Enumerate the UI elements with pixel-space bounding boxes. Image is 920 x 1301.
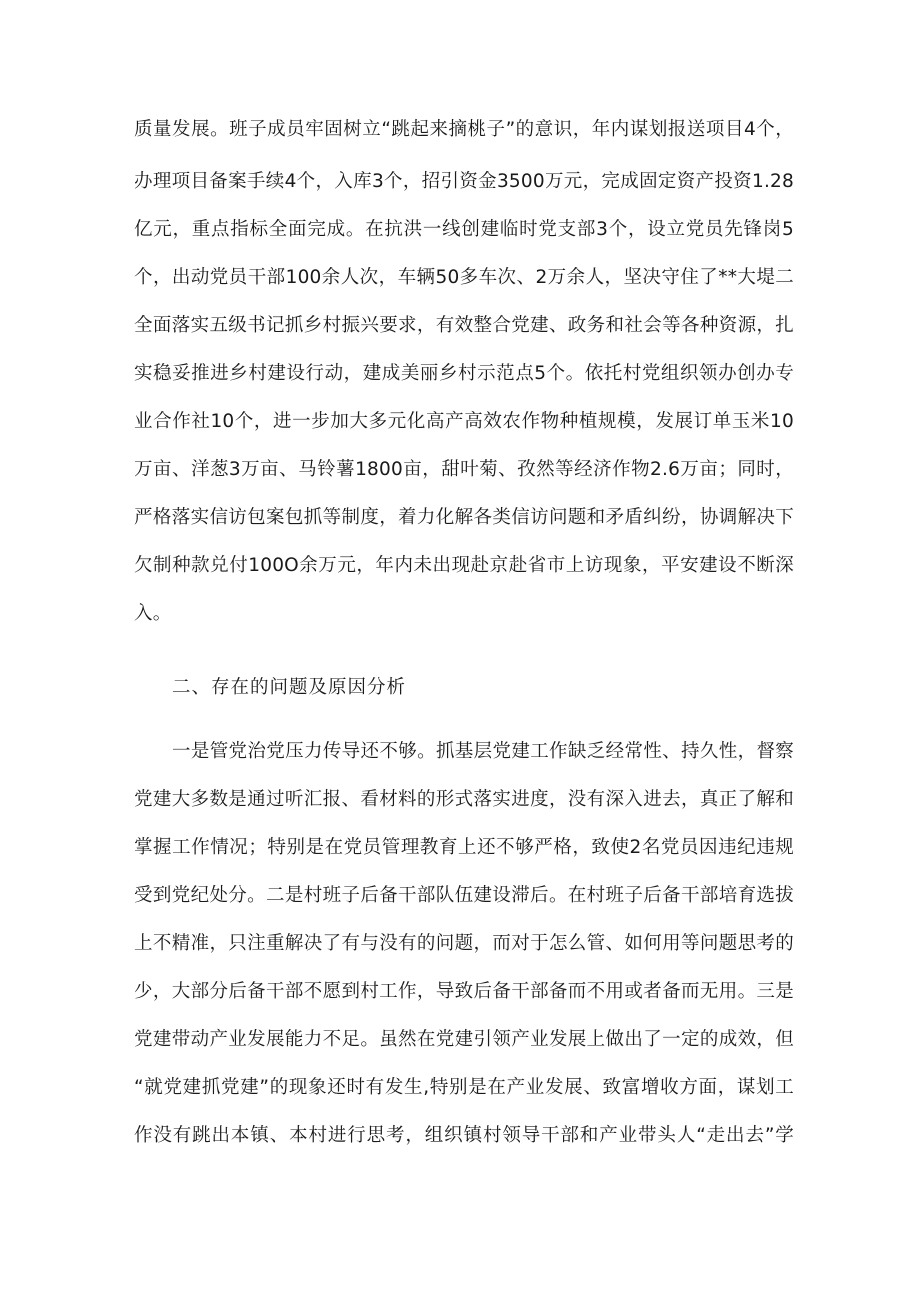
text-line: 少，大部分后备干部不愿到村工作，导致后备干部备而不用或者备而无用。三是 bbox=[134, 981, 794, 1002]
text-line: 作没有跳出本镇、本村进行思考，组织镇村领导干部和产业带头人“走出去”学 bbox=[134, 1125, 794, 1146]
text-line: 欠制种款兑付100O余万元，年内未出现赴京赴省市上访现象，平安建设不断深 bbox=[134, 555, 794, 576]
text-line: “就党建抓党建”的现象还时有发生,特别是在产业发展、致富增收方面，谋划工 bbox=[134, 1077, 794, 1098]
text-line: 实稳妥推进乡村建设行动，建成美丽乡村示范点5个。依托村党组织领办创办专 bbox=[134, 363, 794, 384]
text-line: 受到党纪处分。二是村班子后备干部队伍建设滞后。在村班子后备干部培育选拔 bbox=[134, 885, 794, 906]
text-line: 全面落实五级书记抓乡村振兴要求，有效整合党建、政务和社会等各种资源，扎 bbox=[134, 315, 794, 336]
text-line: 掌握工作情况；特别是在党员管理教育上还不够严格，致使2名党员因违纪违规 bbox=[134, 837, 794, 858]
text-line: 亿元，重点指标全面完成。在抗洪一线创建临时党支部3个，设立党员先锋岗5 bbox=[134, 219, 794, 240]
text-line: 业合作社10个，进一步加大多元化高产高效农作物种植规模，发展订单玉米10 bbox=[134, 411, 794, 432]
section-heading: 二、存在的问题及原因分析 bbox=[172, 677, 407, 698]
text-line: 入。 bbox=[134, 603, 172, 624]
text-line: 严格落实信访包案包抓等制度，着力化解各类信访问题和矛盾纠纷，协调解决下 bbox=[134, 507, 794, 528]
text-line: 个，出动党员干部100余人次，车辆50多车次、2万余人，坚决守住了**大堤二 bbox=[134, 267, 794, 288]
text-line: 一是管党治党压力传导还不够。抓基层党建工作缺乏经常性、持久性，督察 bbox=[172, 741, 794, 762]
text-line: 上不精准，只注重解决了有与没有的问题，而对于怎么管、如何用等问题思考的 bbox=[134, 933, 794, 954]
text-line: 党建大多数是通过听汇报、看材料的形式落实进度，没有深入进去，真正了解和 bbox=[134, 789, 794, 810]
text-line: 质量发展。班子成员牢固树立“跳起来摘桃子”的意识，年内谋划报送项目4个， bbox=[134, 119, 794, 140]
text-line: 办理项目备案手续4个，入库3个，招引资金3500万元，完成固定资产投资1.28 bbox=[134, 171, 794, 192]
text-line: 党建带动产业发展能力不足。虽然在党建引领产业发展上做出了一定的成效，但 bbox=[134, 1029, 794, 1050]
text-line: 万亩、洋葱3万亩、马铃薯1800亩，甜叶菊、孜然等经济作物2.6万亩；同时， bbox=[134, 459, 794, 480]
